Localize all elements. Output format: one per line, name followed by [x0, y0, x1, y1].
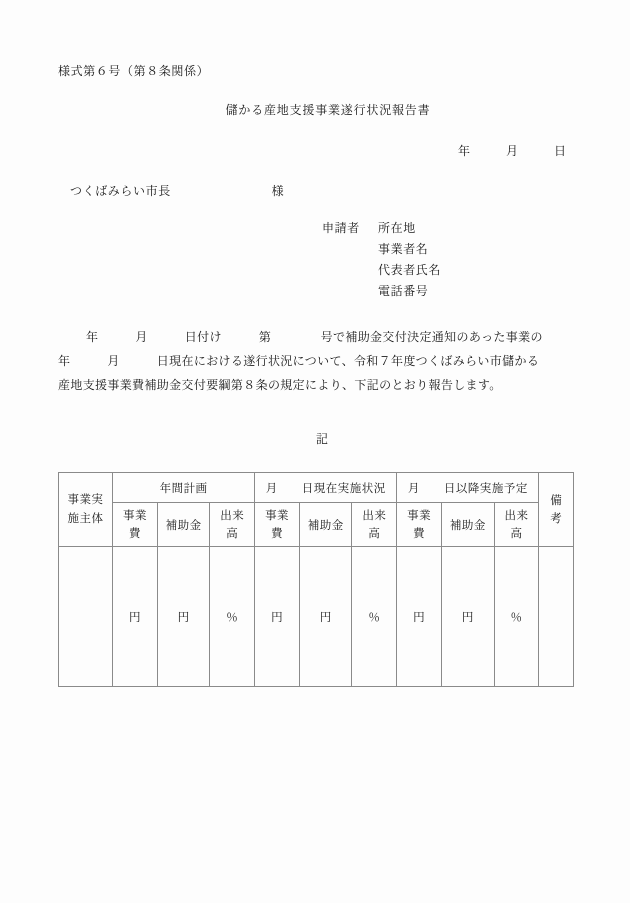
applicant-field-representative: 代表者氏名: [378, 263, 442, 277]
body-line-1: 年 月 日付け 第 号で補助金交付決定通知のあった事業の: [86, 330, 543, 344]
subheader-text: 高: [368, 527, 381, 540]
header-subject: [59, 473, 113, 547]
header-subject-line2: 施主体: [67, 512, 104, 525]
subheader-text: 高: [226, 527, 239, 540]
subheader-annual-subsidy: 補助金: [157, 503, 210, 547]
cell-annual-progress[interactable]: ％: [210, 547, 255, 687]
subheader-text: 出来: [504, 509, 529, 522]
subheader-future-project-cost: [397, 503, 442, 547]
body-paragraph: [58, 325, 578, 397]
subheader-annual-progress: [210, 503, 255, 547]
cell-future-progress[interactable]: ％: [494, 547, 539, 687]
subheader-current-progress: [352, 503, 397, 547]
body-line-2: 年 月 日現在における遂行状況について、令和７年度つくばみらい市儲かる: [58, 354, 540, 368]
applicant-label: 申請者: [322, 221, 360, 235]
table-row: [59, 547, 574, 687]
submission-date-line: 年 月 日: [457, 144, 566, 158]
form-number: 様式第６号（第８条関係）: [58, 64, 210, 78]
subheader-text: 費: [413, 527, 426, 540]
page-title: 儲かる産地支援事業遂行状況報告書: [225, 103, 431, 117]
subheader-current-project-cost: [255, 503, 300, 547]
subheader-future-subsidy: 補助金: [442, 503, 495, 547]
cell-annual-subsidy[interactable]: 円: [157, 547, 210, 687]
header-remarks: [539, 473, 574, 547]
cell-current-subsidy[interactable]: 円: [299, 547, 352, 687]
subheader-text: 事業: [265, 509, 290, 522]
header-future-plan: 月 日以降実施予定: [397, 473, 539, 503]
subheader-text: 出来: [362, 509, 387, 522]
cell-future-project-cost[interactable]: 円: [397, 547, 442, 687]
header-remarks-line1: 備: [550, 494, 563, 507]
header-remarks-line2: 考: [550, 512, 563, 525]
addressee-line: つくばみらい市長 様: [70, 184, 285, 198]
header-annual-plan: 年間計画: [113, 473, 255, 503]
subheader-annual-project-cost: [113, 503, 158, 547]
applicant-row: [322, 281, 441, 302]
header-current-status: 月 日現在実施状況: [255, 473, 397, 503]
subheader-current-subsidy: 補助金: [299, 503, 352, 547]
subheader-text: 事業: [122, 509, 147, 522]
applicant-row: [322, 239, 441, 260]
subheader-text: 費: [271, 527, 284, 540]
report-table-wrapper: [58, 472, 574, 687]
subheader-text: 事業: [407, 509, 432, 522]
applicant-field-phone: 電話番号: [378, 284, 429, 298]
subheader-future-progress: [494, 503, 539, 547]
header-subject-line1: 事業実: [67, 493, 104, 506]
applicant-row: [322, 218, 441, 239]
cell-future-subsidy[interactable]: 円: [442, 547, 495, 687]
cell-subject[interactable]: [59, 547, 113, 687]
applicant-field-address: 所在地: [378, 221, 416, 235]
report-table: [58, 472, 574, 687]
applicant-field-business-name: 事業者名: [378, 242, 429, 256]
body-line-3: 産地支援事業費補助金交付要綱第８条の規定により、下記のとおり報告します。: [58, 378, 502, 392]
subheader-text: 出来: [220, 509, 245, 522]
applicant-block: [322, 218, 441, 302]
cell-remarks[interactable]: [539, 547, 574, 687]
ki-marker: 記: [315, 432, 328, 446]
applicant-row: [322, 260, 441, 281]
subheader-text: 費: [128, 527, 141, 540]
table-group-header-row: [59, 473, 574, 503]
table-sub-header-row: [59, 503, 574, 547]
cell-annual-project-cost[interactable]: 円: [113, 547, 158, 687]
subheader-text: 高: [510, 527, 523, 540]
cell-current-project-cost[interactable]: 円: [255, 547, 300, 687]
cell-current-progress[interactable]: ％: [352, 547, 397, 687]
